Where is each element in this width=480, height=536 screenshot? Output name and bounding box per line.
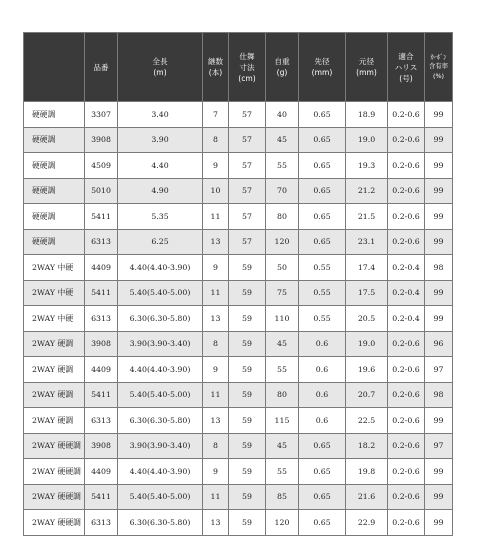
cell-butt: 19.0	[346, 127, 388, 153]
cell-closed: 57	[229, 127, 266, 153]
table-row	[24, 459, 453, 485]
cell-tip: 0.6	[299, 382, 346, 408]
table-header	[24, 33, 453, 102]
cell-harisu: 0.2-0.6	[388, 102, 425, 128]
cell-butt: 22.9	[346, 510, 388, 536]
header-length-line: 全長	[152, 57, 168, 66]
cell-tip: 0.6	[299, 357, 346, 383]
header-weight	[266, 33, 299, 102]
cell-length: 3.90(3.90-3.40)	[118, 331, 203, 357]
cell-type: 2WAY 中硬	[24, 280, 85, 306]
header-code	[85, 33, 118, 102]
cell-butt: 17.5	[346, 280, 388, 306]
cell-length: 4.40(4.40-3.90)	[118, 357, 203, 383]
cell-length: 4.90	[118, 178, 203, 204]
cell-weight: 45	[266, 433, 299, 459]
cell-butt: 17.4	[346, 255, 388, 281]
cell-butt: 19.0	[346, 331, 388, 357]
cell-tip: 0.65	[299, 153, 346, 179]
header-type	[24, 33, 85, 102]
cell-sections: 9	[203, 357, 229, 383]
cell-type: 2WAY 硬硬調	[24, 433, 85, 459]
cell-carbon: 98	[425, 255, 453, 281]
cell-tip: 0.65	[299, 433, 346, 459]
cell-code: 3307	[85, 102, 118, 128]
cell-sections: 13	[203, 408, 229, 434]
cell-length: 3.90(3.90-3.40)	[118, 433, 203, 459]
header-closed	[229, 33, 266, 102]
table-row	[24, 331, 453, 357]
cell-sections: 7	[203, 102, 229, 128]
cell-length: 4.40(4.40-3.90)	[118, 459, 203, 485]
cell-weight: 75	[266, 280, 299, 306]
cell-butt: 20.7	[346, 382, 388, 408]
cell-carbon: 99	[425, 484, 453, 510]
table-row	[24, 382, 453, 408]
header-carbon-line: (%)	[432, 71, 445, 80]
cell-harisu: 0.2-0.6	[388, 408, 425, 434]
cell-sections: 8	[203, 433, 229, 459]
cell-sections: 9	[203, 255, 229, 281]
header-harisu	[388, 33, 425, 102]
header-sections	[203, 33, 229, 102]
cell-type: 2WAY 中硬	[24, 255, 85, 281]
cell-butt: 21.2	[346, 178, 388, 204]
cell-weight: 45	[266, 127, 299, 153]
cell-carbon: 98	[425, 382, 453, 408]
header-length-line: (m)	[153, 68, 167, 77]
cell-weight: 115	[266, 408, 299, 434]
cell-length: 6.25	[118, 229, 203, 255]
cell-closed: 57	[229, 153, 266, 179]
cell-sections: 9	[203, 459, 229, 485]
table-row	[24, 280, 453, 306]
cell-length: 6.30(6.30-5.80)	[118, 408, 203, 434]
cell-weight: 120	[266, 229, 299, 255]
cell-type: 硬硬調	[24, 178, 85, 204]
cell-closed: 59	[229, 255, 266, 281]
cell-sections: 8	[203, 127, 229, 153]
cell-length: 3.90	[118, 127, 203, 153]
cell-harisu: 0.2-0.6	[388, 484, 425, 510]
cell-weight: 55	[266, 357, 299, 383]
header-sections-line: 継数	[207, 57, 224, 66]
cell-closed: 59	[229, 280, 266, 306]
cell-harisu: 0.2-0.4	[388, 255, 425, 281]
cell-weight: 45	[266, 331, 299, 357]
cell-closed: 59	[229, 408, 266, 434]
table-row	[24, 306, 453, 332]
cell-harisu: 0.2-0.6	[388, 433, 425, 459]
cell-carbon: 99	[425, 127, 453, 153]
header-length	[118, 33, 203, 102]
cell-type: 硬硬調	[24, 127, 85, 153]
table-body	[24, 102, 453, 536]
cell-carbon: 99	[425, 408, 453, 434]
table-row	[24, 255, 453, 281]
cell-closed: 59	[229, 382, 266, 408]
cell-carbon: 99	[425, 204, 453, 230]
cell-sections: 13	[203, 306, 229, 332]
cell-harisu: 0.2-0.6	[388, 382, 425, 408]
cell-weight: 110	[266, 306, 299, 332]
header-carbon-line: ｶｰﾎﾞﾝ	[430, 53, 447, 62]
cell-harisu: 0.2-0.6	[388, 459, 425, 485]
cell-tip: 0.65	[299, 229, 346, 255]
header-row	[24, 33, 453, 102]
header-tip-line: (mm)	[311, 68, 333, 77]
cell-tip: 0.55	[299, 255, 346, 281]
cell-harisu: 0.2-0.6	[388, 331, 425, 357]
cell-closed: 57	[229, 204, 266, 230]
cell-length: 5.40(5.40-5.00)	[118, 484, 203, 510]
cell-weight: 55	[266, 153, 299, 179]
header-closed-line: 仕舞	[239, 51, 255, 61]
cell-tip: 0.6	[299, 331, 346, 357]
cell-carbon: 99	[425, 178, 453, 204]
table-row	[24, 102, 453, 128]
cell-tip: 0.65	[299, 459, 346, 485]
cell-closed: 59	[229, 433, 266, 459]
cell-type: 2WAY 硬調	[24, 331, 85, 357]
cell-length: 4.40	[118, 153, 203, 179]
header-butt	[346, 33, 388, 102]
cell-sections: 11	[203, 382, 229, 408]
cell-weight: 85	[266, 484, 299, 510]
header-closed-line: 寸法	[239, 62, 255, 72]
cell-butt: 23.1	[346, 229, 388, 255]
cell-harisu: 0.2-0.6	[388, 127, 425, 153]
cell-type: 硬硬調	[24, 204, 85, 230]
cell-sections: 11	[203, 484, 229, 510]
cell-butt: 21.6	[346, 484, 388, 510]
cell-length: 5.40(5.40-5.00)	[118, 382, 203, 408]
header-sections-line: (本)	[208, 68, 223, 77]
cell-butt: 19.6	[346, 357, 388, 383]
header-carbon-line: 含有率	[428, 62, 449, 71]
cell-sections: 9	[203, 153, 229, 179]
header-closed-line: (cm)	[238, 73, 256, 83]
header-butt-line: (mm)	[356, 68, 377, 77]
cell-code: 3908	[85, 433, 118, 459]
cell-code: 6313	[85, 229, 118, 255]
cell-carbon: 97	[425, 433, 453, 459]
cell-code: 4509	[85, 153, 118, 179]
cell-code: 6313	[85, 306, 118, 332]
cell-type: 2WAY 硬硬調	[24, 459, 85, 485]
cell-tip: 0.6	[299, 408, 346, 434]
cell-harisu: 0.2-0.6	[388, 178, 425, 204]
cell-closed: 57	[229, 178, 266, 204]
cell-type: 硬硬調	[24, 229, 85, 255]
cell-sections: 11	[203, 204, 229, 230]
cell-code: 3908	[85, 127, 118, 153]
table-row	[24, 408, 453, 434]
header-carbon	[425, 33, 453, 102]
cell-length: 6.30(6.30-5.80)	[118, 306, 203, 332]
header-harisu-line: ハリス	[394, 62, 418, 72]
cell-length: 3.40	[118, 102, 203, 128]
cell-length: 4.40(4.40-3.90)	[118, 255, 203, 281]
cell-sections: 8	[203, 331, 229, 357]
table-row	[24, 510, 453, 536]
cell-code: 4409	[85, 357, 118, 383]
cell-harisu: 0.2-0.4	[388, 280, 425, 306]
cell-closed: 59	[229, 459, 266, 485]
cell-closed: 59	[229, 331, 266, 357]
cell-weight: 80	[266, 204, 299, 230]
header-tip-line: 先径	[314, 57, 330, 66]
cell-tip: 0.55	[299, 280, 346, 306]
cell-code: 5411	[85, 382, 118, 408]
cell-closed: 57	[229, 102, 266, 128]
cell-harisu: 0.2-0.6	[388, 204, 425, 230]
cell-closed: 59	[229, 510, 266, 536]
table-row	[24, 357, 453, 383]
cell-code: 5010	[85, 178, 118, 204]
cell-type: 2WAY 硬硬調	[24, 484, 85, 510]
cell-closed: 59	[229, 357, 266, 383]
cell-code: 5411	[85, 280, 118, 306]
cell-carbon: 99	[425, 459, 453, 485]
cell-length: 5.40(5.40-5.00)	[118, 280, 203, 306]
cell-tip: 0.65	[299, 127, 346, 153]
table-row	[24, 178, 453, 204]
cell-carbon: 97	[425, 357, 453, 383]
table-row	[24, 127, 453, 153]
table-row	[24, 433, 453, 459]
cell-type: 2WAY 硬調	[24, 357, 85, 383]
cell-butt: 18.9	[346, 102, 388, 128]
cell-type: 硬硬調	[24, 153, 85, 179]
spec-table-container	[23, 32, 452, 536]
cell-butt: 18.2	[346, 433, 388, 459]
cell-carbon: 99	[425, 102, 453, 128]
cell-type: 硬硬調	[24, 102, 85, 128]
cell-butt: 21.5	[346, 204, 388, 230]
cell-carbon: 99	[425, 280, 453, 306]
cell-harisu: 0.2-0.6	[388, 229, 425, 255]
cell-code: 6313	[85, 408, 118, 434]
cell-carbon: 99	[425, 153, 453, 179]
cell-carbon: 99	[425, 229, 453, 255]
cell-tip: 0.65	[299, 102, 346, 128]
table-row	[24, 484, 453, 510]
cell-weight: 40	[266, 102, 299, 128]
cell-harisu: 0.2-0.6	[388, 357, 425, 383]
cell-type: 2WAY 中硬	[24, 306, 85, 332]
header-weight-line: 自重	[274, 57, 290, 66]
cell-tip: 0.65	[299, 204, 346, 230]
cell-butt: 22.5	[346, 408, 388, 434]
cell-closed: 59	[229, 484, 266, 510]
cell-code: 4409	[85, 459, 118, 485]
cell-closed: 59	[229, 306, 266, 332]
cell-tip: 0.65	[299, 178, 346, 204]
header-harisu-line: 適合	[398, 51, 414, 61]
cell-sections: 10	[203, 178, 229, 204]
cell-length: 5.35	[118, 204, 203, 230]
cell-weight: 55	[266, 459, 299, 485]
cell-tip: 0.65	[299, 510, 346, 536]
cell-sections: 13	[203, 510, 229, 536]
cell-weight: 120	[266, 510, 299, 536]
header-butt-line: 元径	[358, 57, 375, 66]
cell-butt: 20.5	[346, 306, 388, 332]
cell-type: 2WAY 硬調	[24, 382, 85, 408]
cell-harisu: 0.2-0.6	[388, 510, 425, 536]
header-harisu-line: (号)	[399, 73, 413, 83]
cell-sections: 11	[203, 280, 229, 306]
table-row	[24, 204, 453, 230]
header-tip	[299, 33, 346, 102]
cell-code: 3908	[85, 331, 118, 357]
cell-butt: 19.8	[346, 459, 388, 485]
cell-closed: 57	[229, 229, 266, 255]
cell-length: 6.30(6.30-5.80)	[118, 510, 203, 536]
cell-harisu: 0.2-0.4	[388, 306, 425, 332]
cell-code: 6313	[85, 510, 118, 536]
cell-butt: 19.3	[346, 153, 388, 179]
cell-harisu: 0.2-0.6	[388, 153, 425, 179]
cell-code: 5411	[85, 484, 118, 510]
cell-carbon: 99	[425, 306, 453, 332]
cell-carbon: 99	[425, 510, 453, 536]
cell-tip: 0.65	[299, 484, 346, 510]
spec-table	[23, 32, 453, 536]
cell-tip: 0.55	[299, 306, 346, 332]
cell-code: 5411	[85, 204, 118, 230]
cell-weight: 50	[266, 255, 299, 281]
cell-type: 2WAY 硬硬調	[24, 510, 85, 536]
cell-type: 2WAY 硬調	[24, 408, 85, 434]
cell-sections: 13	[203, 229, 229, 255]
header-code-line: 品番	[93, 62, 109, 72]
cell-code: 4409	[85, 255, 118, 281]
table-row	[24, 153, 453, 179]
table-row	[24, 229, 453, 255]
cell-weight: 80	[266, 382, 299, 408]
cell-carbon: 96	[425, 331, 453, 357]
header-weight-line: (g)	[276, 68, 288, 77]
cell-weight: 70	[266, 178, 299, 204]
